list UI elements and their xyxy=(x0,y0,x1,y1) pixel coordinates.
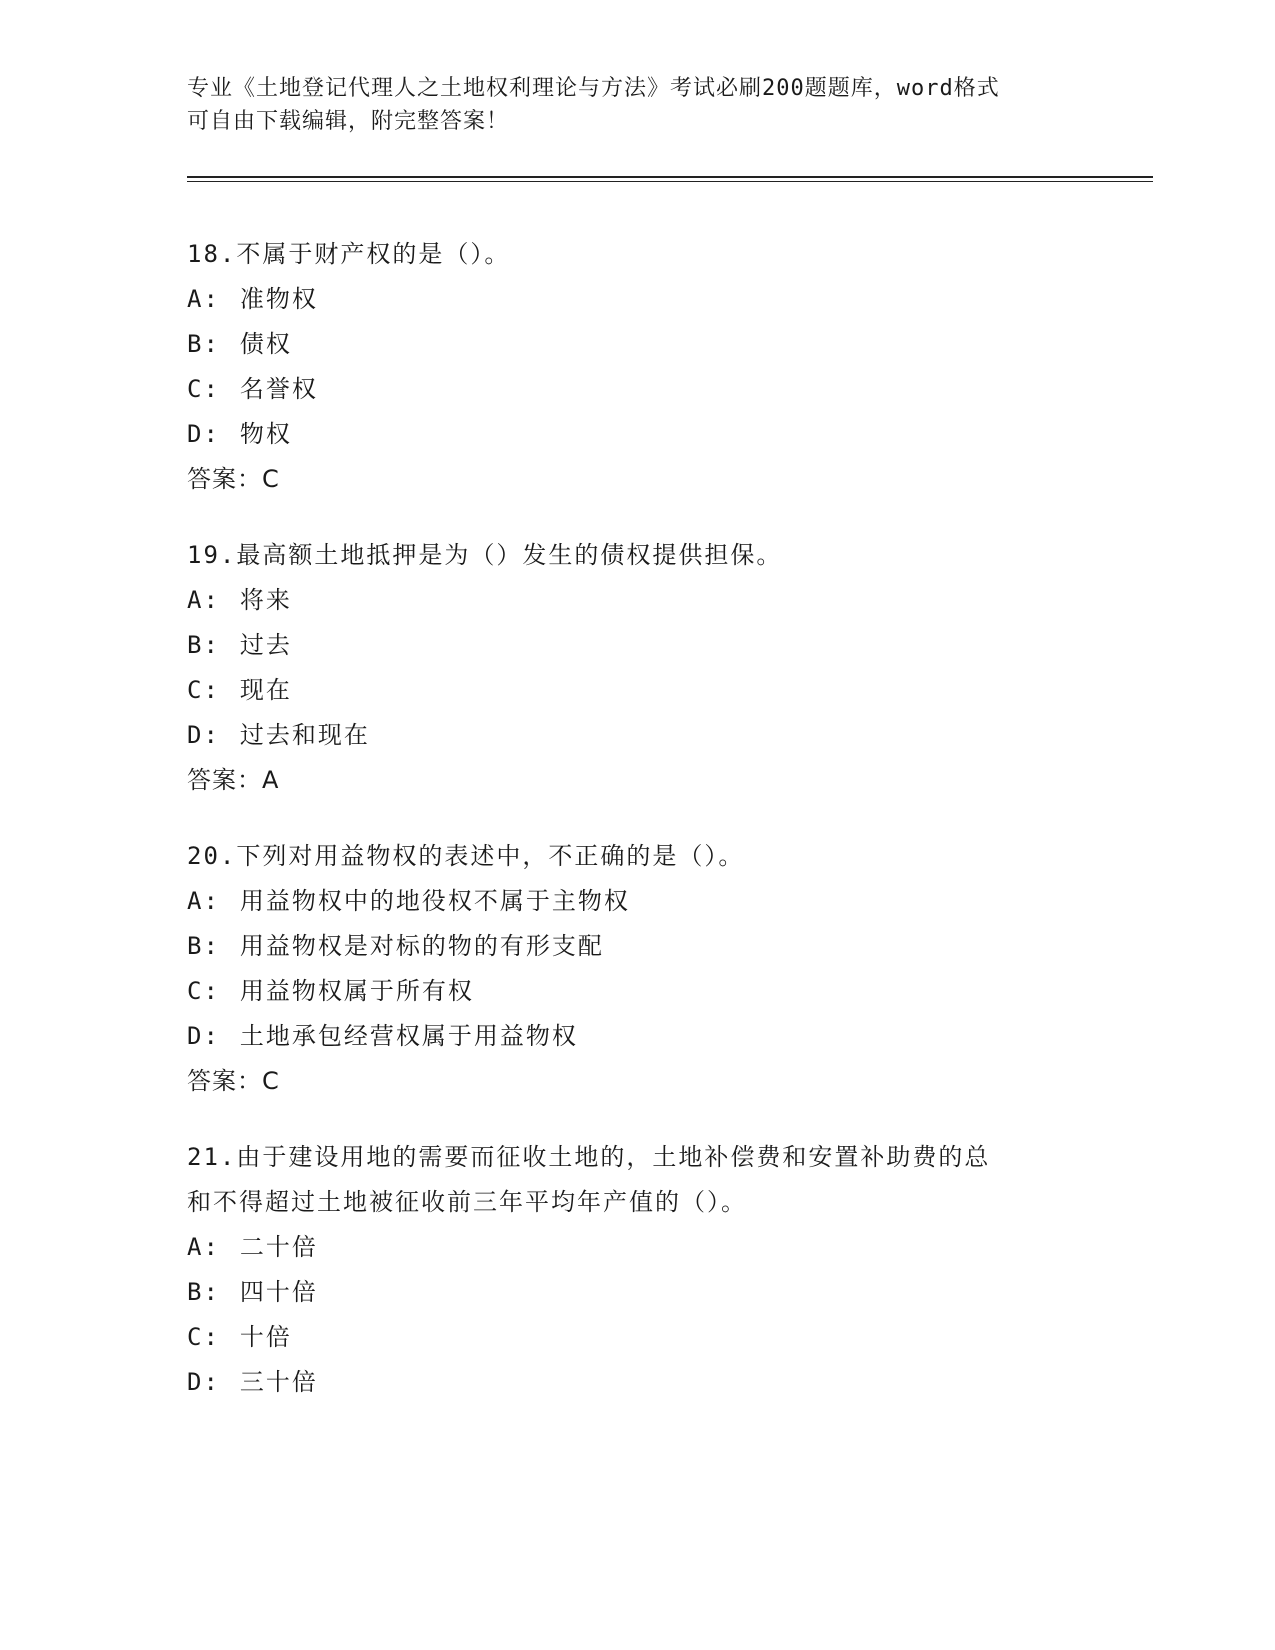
option-text: 用益物权属于所有权 xyxy=(239,977,474,1005)
option-letter: D: xyxy=(187,1368,220,1396)
answer-line: 答案：C xyxy=(187,1067,280,1095)
option-text: 十倍 xyxy=(239,1323,292,1351)
option-text: 用益物权是对标的物的有形支配 xyxy=(239,932,604,960)
header-line-1: 专业《土地登记代理人之土地权利理论与方法》考试必刷200题题库，word格式 xyxy=(187,76,1000,101)
option-b xyxy=(187,322,1087,367)
question-number: 18. xyxy=(187,240,237,268)
option-d xyxy=(187,713,1087,758)
question-text xyxy=(187,1135,1087,1225)
question-20 xyxy=(187,834,1087,1103)
option-c xyxy=(187,367,1087,412)
option-letter: C: xyxy=(187,977,220,1005)
option-text: 土地承包经营权属于用益物权 xyxy=(239,1022,578,1050)
option-letter: A: xyxy=(187,1233,220,1261)
option-text: 物权 xyxy=(239,420,292,448)
header-rule-thick xyxy=(187,176,1153,178)
option-a xyxy=(187,578,1087,623)
option-letter: D: xyxy=(187,420,220,448)
option-c xyxy=(187,969,1087,1014)
option-letter: D: xyxy=(187,721,220,749)
option-text: 过去 xyxy=(239,631,292,659)
option-text: 将来 xyxy=(239,586,292,614)
option-letter: C: xyxy=(187,1323,220,1351)
option-d xyxy=(187,1360,1087,1405)
option-b xyxy=(187,924,1087,969)
question-line: 由于建设用地的需要而征收土地的，土地补偿费和安置补助费的总 xyxy=(236,1143,991,1171)
option-letter: B: xyxy=(187,631,220,659)
option-c xyxy=(187,1315,1087,1360)
question-list xyxy=(187,232,1087,1437)
question-line: 最高额土地抵押是为（）发生的债权提供担保。 xyxy=(236,541,783,569)
question-21 xyxy=(187,1135,1087,1405)
option-a xyxy=(187,277,1087,322)
option-d xyxy=(187,412,1087,457)
option-text: 现在 xyxy=(239,676,292,704)
option-a xyxy=(187,879,1087,924)
option-text: 债权 xyxy=(239,330,292,358)
document-header xyxy=(187,72,1067,138)
question-number: 21. xyxy=(187,1143,237,1171)
option-d xyxy=(187,1014,1087,1059)
option-letter: C: xyxy=(187,676,220,704)
option-letter: D: xyxy=(187,1022,220,1050)
option-text: 名誉权 xyxy=(239,375,318,403)
option-text: 四十倍 xyxy=(239,1278,318,1306)
option-c xyxy=(187,668,1087,713)
option-letter: B: xyxy=(187,932,220,960)
header-line-2: 可自由下载编辑，附完整答案！ xyxy=(187,109,510,134)
question-number: 19. xyxy=(187,541,237,569)
option-a xyxy=(187,1225,1087,1270)
header-rule-thin xyxy=(187,181,1153,182)
option-text: 准物权 xyxy=(239,285,318,313)
option-text: 二十倍 xyxy=(239,1233,318,1261)
answer-line: 答案：C xyxy=(187,465,280,493)
question-text xyxy=(187,533,1087,578)
option-text: 过去和现在 xyxy=(239,721,370,749)
question-19 xyxy=(187,533,1087,802)
question-number: 20. xyxy=(187,842,237,870)
question-18 xyxy=(187,232,1087,501)
option-b xyxy=(187,623,1087,668)
option-text: 三十倍 xyxy=(239,1368,318,1396)
question-line: 下列对用益物权的表述中，不正确的是（）。 xyxy=(236,842,745,870)
option-letter: A: xyxy=(187,887,220,915)
option-letter: C: xyxy=(187,375,220,403)
question-line: 不属于财产权的是（）。 xyxy=(236,240,511,268)
option-b xyxy=(187,1270,1087,1315)
option-letter: B: xyxy=(187,330,220,358)
answer-line: 答案：A xyxy=(187,766,280,794)
option-letter: B: xyxy=(187,1278,220,1306)
option-letter: A: xyxy=(187,285,220,313)
option-letter: A: xyxy=(187,586,220,614)
option-text: 用益物权中的地役权不属于主物权 xyxy=(239,887,630,915)
question-line: 和不得超过土地被征收前三年平均年产值的（）。 xyxy=(187,1188,747,1216)
question-text xyxy=(187,232,1087,277)
question-text xyxy=(187,834,1087,879)
